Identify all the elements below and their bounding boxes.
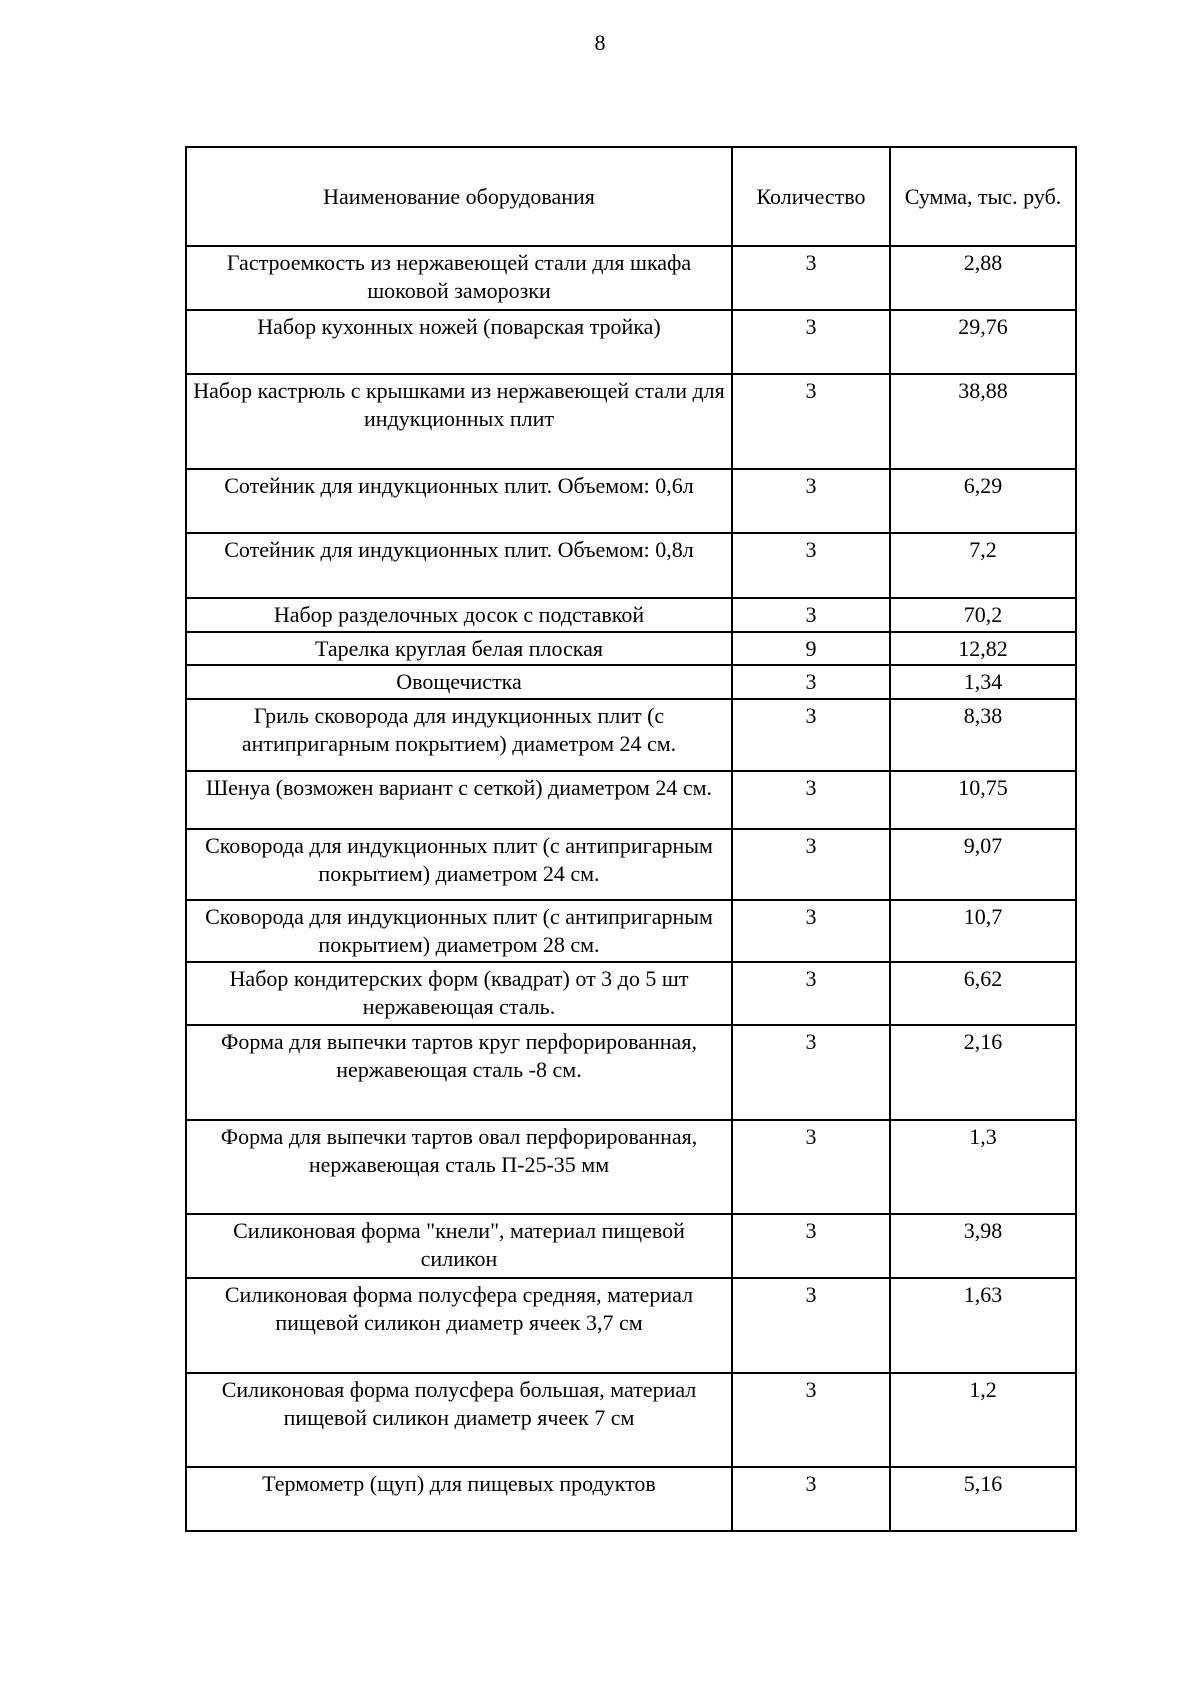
cell-sum: 29,76 (890, 310, 1076, 374)
cell-sum: 1,3 (890, 1120, 1076, 1214)
cell-quantity: 3 (732, 374, 890, 469)
cell-quantity: 3 (732, 699, 890, 771)
cell-sum: 2,88 (890, 246, 1076, 310)
cell-sum: 10,7 (890, 900, 1076, 962)
cell-name: Сковорода для индукционных плит (с антипригарным покрытием) диаметром 28 см. (186, 900, 732, 962)
cell-name: Гриль сковорода для индукционных плит (с антипригарным покрытием) диаметром 24 см. (186, 699, 732, 771)
table-row (186, 771, 1076, 829)
page-number: 8 (594, 30, 606, 55)
table-row (186, 598, 1076, 632)
cell-name: Силиконовая форма полусфера средняя, материал пищевой силикон диаметр ячеек 3,7 см (186, 1278, 732, 1373)
equipment-table (185, 146, 1077, 1532)
cell-sum: 1,2 (890, 1373, 1076, 1467)
cell-name: Набор кастрюль с крышками из нержавеющей стали для индукционных плит (186, 374, 732, 469)
cell-sum: 1,34 (890, 665, 1076, 699)
cell-name: Гастроемкость из нержавеющей стали для шкафа шоковой заморозки (186, 246, 732, 310)
cell-quantity: 3 (732, 246, 890, 310)
table-row (186, 1214, 1076, 1278)
cell-sum: 5,16 (890, 1467, 1076, 1531)
cell-quantity: 3 (732, 1373, 890, 1467)
cell-sum: 10,75 (890, 771, 1076, 829)
cell-sum: 6,62 (890, 962, 1076, 1025)
cell-sum: 2,16 (890, 1025, 1076, 1120)
table-row (186, 1025, 1076, 1120)
cell-sum: 3,98 (890, 1214, 1076, 1278)
cell-sum: 6,29 (890, 469, 1076, 533)
cell-quantity: 9 (732, 632, 890, 665)
table-row (186, 900, 1076, 962)
table-row (186, 374, 1076, 469)
table-row (186, 533, 1076, 598)
cell-sum: 12,82 (890, 632, 1076, 665)
table-header-row (186, 147, 1076, 246)
cell-sum: 70,2 (890, 598, 1076, 632)
cell-sum: 38,88 (890, 374, 1076, 469)
table-row (186, 310, 1076, 374)
table-row (186, 1120, 1076, 1214)
cell-quantity: 3 (732, 1278, 890, 1373)
cell-quantity: 3 (732, 1025, 890, 1120)
header-name: Наименование оборудования (186, 147, 732, 246)
cell-name: Силиконовая форма полусфера большая, материал пищевой силикон диаметр ячеек 7 см (186, 1373, 732, 1467)
cell-sum: 9,07 (890, 829, 1076, 900)
cell-name: Набор разделочных досок с подставкой (186, 598, 732, 632)
table-row (186, 1467, 1076, 1531)
cell-name: Форма для выпечки тартов круг перфорированная, нержавеющая сталь -8 см. (186, 1025, 732, 1120)
cell-name: Сковорода для индукционных плит (с антипригарным покрытием) диаметром 24 см. (186, 829, 732, 900)
cell-quantity: 3 (732, 1467, 890, 1531)
table-row (186, 665, 1076, 699)
table-row (186, 962, 1076, 1025)
table-row (186, 246, 1076, 310)
header-quantity: Количество (732, 147, 890, 246)
table-row (186, 1278, 1076, 1373)
cell-name: Термометр (щуп) для пищевых продуктов (186, 1467, 732, 1531)
cell-quantity: 3 (732, 829, 890, 900)
cell-quantity: 3 (732, 310, 890, 374)
table-row (186, 469, 1076, 533)
cell-name: Овощечистка (186, 665, 732, 699)
cell-quantity: 3 (732, 665, 890, 699)
table-row (186, 1373, 1076, 1467)
cell-name: Форма для выпечки тартов овал перфорированная, нержавеющая сталь П-25-35 мм (186, 1120, 732, 1214)
cell-quantity: 3 (732, 900, 890, 962)
table-row (186, 829, 1076, 900)
cell-name: Тарелка круглая белая плоская (186, 632, 732, 665)
cell-name: Шенуа (возможен вариант с сеткой) диаметром 24 см. (186, 771, 732, 829)
cell-sum: 1,63 (890, 1278, 1076, 1373)
cell-quantity: 3 (732, 771, 890, 829)
cell-sum: 7,2 (890, 533, 1076, 598)
cell-name: Сотейник для индукционных плит. Объемом: 0,6л (186, 469, 732, 533)
cell-quantity: 3 (732, 533, 890, 598)
table-row (186, 632, 1076, 665)
cell-quantity: 3 (732, 962, 890, 1025)
cell-quantity: 3 (732, 1120, 890, 1214)
cell-name: Набор кухонных ножей (поварская тройка) (186, 310, 732, 374)
cell-quantity: 3 (732, 469, 890, 533)
cell-name: Сотейник для индукционных плит. Объемом: 0,8л (186, 533, 732, 598)
cell-name: Набор кондитерских форм (квадрат) от 3 до 5 шт нержавеющая сталь. (186, 962, 732, 1025)
cell-sum: 8,38 (890, 699, 1076, 771)
cell-quantity: 3 (732, 598, 890, 632)
table-row (186, 699, 1076, 771)
header-sum: Сумма, тыс. руб. (890, 147, 1076, 246)
cell-quantity: 3 (732, 1214, 890, 1278)
cell-name: Силиконовая форма "кнели", материал пищевой силикон (186, 1214, 732, 1278)
